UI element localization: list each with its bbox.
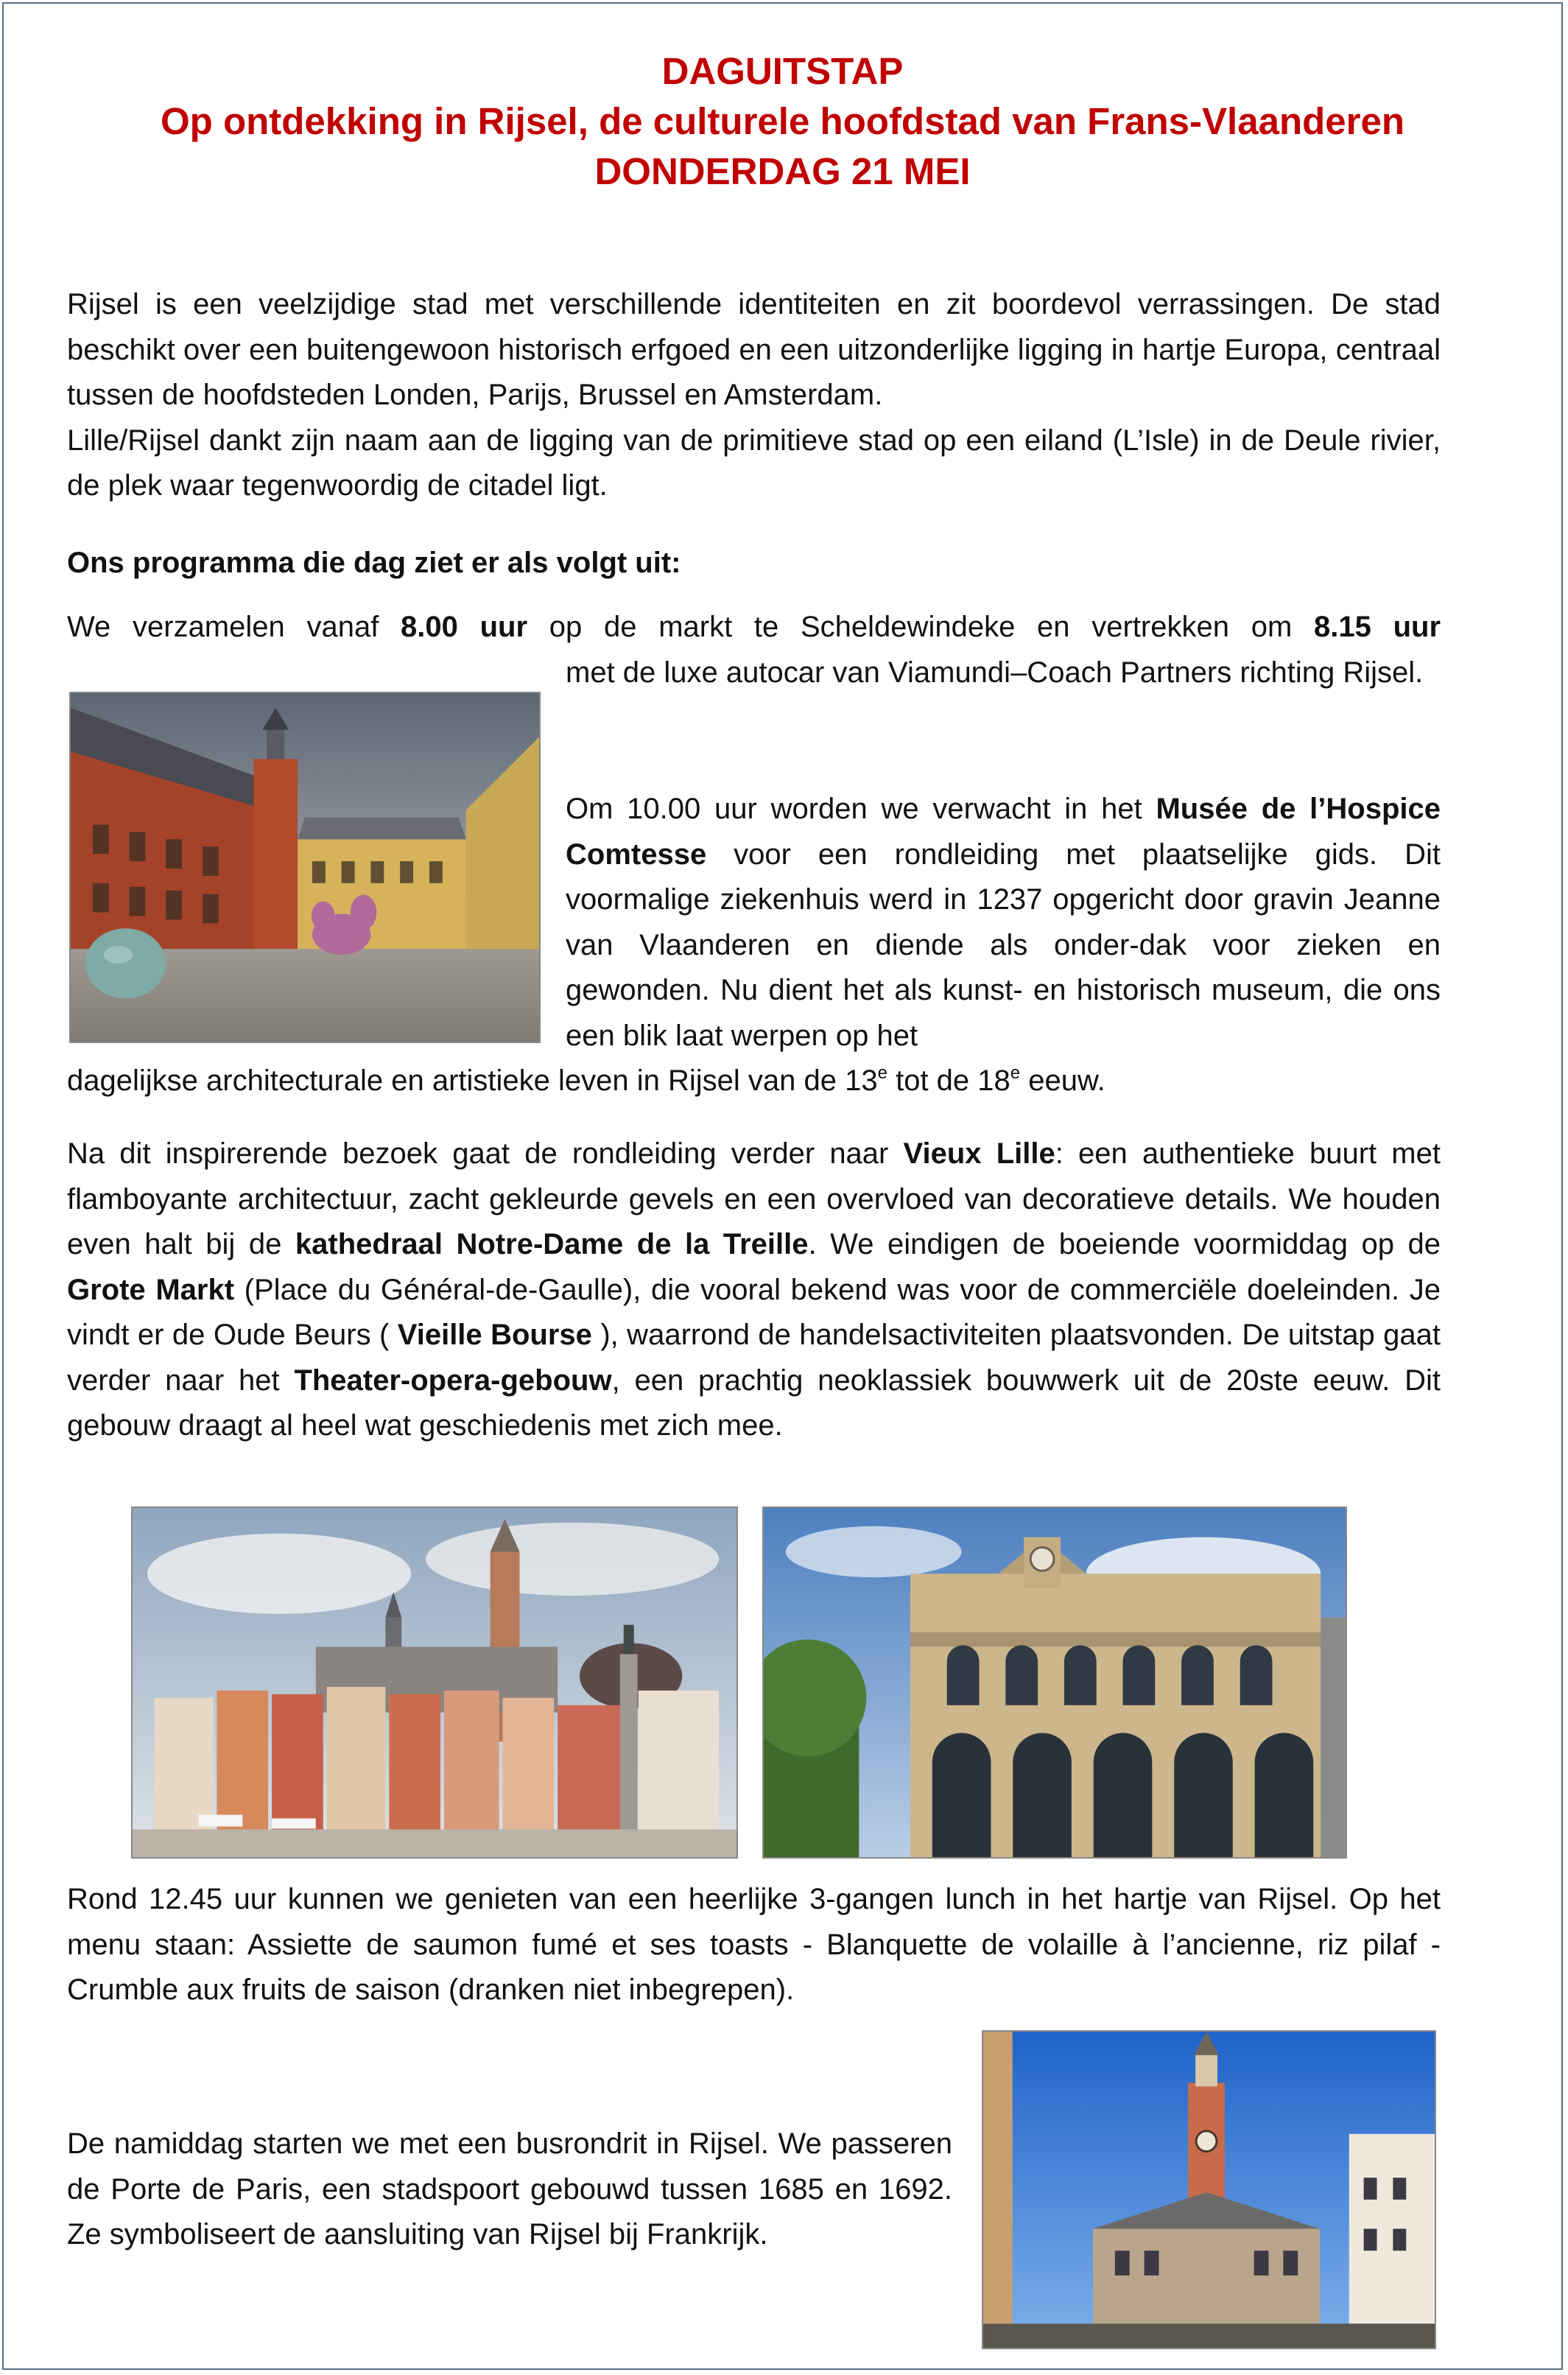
museum-text-c: dagelijkse architecturale en artistieke leven in Rijsel van de 13 [67,1064,878,1097]
tour-text-d: (Place du Général-de-Gaulle), die vooral bekend was voor de commerciële doeleinden. Je vindt er de Oude Beurs ( [67,1273,1441,1351]
tour-text-a: Na dit inspirerende bezoek gaat de rondleiding verder naar [67,1137,904,1170]
hospice-comtesse-photo [69,692,541,1043]
grand-place-photo [131,1506,738,1859]
tour-text-f: , een prachtig neoklassiek bouwwerk uit de 20ste eeuw. Dit gebouw draagt al heel wat geschiedenis met zich mee. [67,1364,1441,1442]
museum-sup-1: e [877,1063,887,1083]
title-line-2: Op ontdekking in Rijsel, de culturele hoofdstad van Frans-Vlaanderen [161,100,1404,142]
departure-time-2: 8.15 uur [1314,611,1441,643]
tour-text-e: ), waarrond de handelsactiviteiten plaatsvonden. De uitstap gaat verder naar het [67,1319,1441,1397]
tour-text-b: : een authentieke buurt met flamboyante architectuur, zacht gekleurde gevels en een overvloed van decoratieve details. We houden even halt bij de [67,1137,1441,1260]
belfry-photo [982,2030,1436,2349]
museum-paragraph-end [67,1059,1441,1104]
grand-place-illustration [133,1508,736,1857]
tour-vieux-lille: Vieux Lille [903,1137,1055,1170]
departure-text-b: op de markt te Scheldewindeke en vertrekken om [527,611,1314,643]
museum-text-b: voor een rondleiding met plaatselijke gids. Dit voormalige ziekenhuis werd in 1237 opgericht door gravin Jeanne van Vlaanderen en diende als onder-dak voor zieken en gewonden. Nu dient het als kunst- en historisch museum, die ons een blik laat werpen op het [566,838,1441,1052]
title-line-3: DONDERDAG 21 MEI [594,150,971,192]
tour-vieille-bourse: Vieille Bourse [397,1319,592,1351]
belfry-illustration [983,2032,1435,2348]
departure-line [67,605,1441,650]
departure-text-a: We verzamelen vanaf [67,611,401,643]
hospice-illustration [71,693,539,1042]
tour-theater: Theater-opera-gebouw [294,1364,612,1397]
museum-text-e: eeuw. [1020,1064,1105,1097]
program-heading: Ons programma die dag ziet er als volgt uit: [67,547,681,579]
museum-paragraph [566,787,1441,1059]
lunch-paragraph: Rond 12.45 uur kunnen we genieten van een heerlijke 3-gangen lunch in het hartje van Rijsel. Op het menu staan: Assiette de saumon fumé et ses toasts - Blanquette de volaille à l’ancienne, riz pilaf - Crumble aux fruits de saison (dranken niet inbegrepen). [67,1883,1441,2006]
tour-text-c: . We eindigen de boeiende voormiddag op de [808,1228,1441,1260]
tour-grote-markt: Grote Markt [67,1273,235,1306]
intro-paragraph-1: Rijsel is een veelzijdige stad met verschillende identiteiten en zit boordevol verrassingen. De stad beschikt over een buitengewoon historisch erfgoed en een uitzonderlijke ligging in hartje Europa, centraal tussen de hoofdsteden Londen, Parijs, Brussel en Amsterdam. [67,288,1441,411]
museum-name: Musée de l’Hospice Comtesse [566,793,1441,871]
intro-paragraph-2: Lille/Rijsel dankt zijn naam aan de ligging van de primitieve stad op een eiland (L’Isle) in de Deule rivier, de plek waar tegenwoordig de citadel ligt. [67,424,1441,502]
tour-paragraph [67,1132,1441,1449]
station-illustration [764,1508,1346,1857]
tour-kathedraal: kathedraal Notre-Dame de la Treille [295,1228,809,1260]
intro-text [67,282,1441,509]
station-photo [762,1506,1347,1859]
title-line-1: DAGUITSTAP [661,50,904,92]
afternoon-paragraph: De namiddag starten we met een busrondrit in Rijsel. We passeren de Porte de Paris, een stadspoort gebouwd tussen 1685 en 1692. Ze symboliseert de aansluiting van Rijsel bij Frankrijk. [67,2127,952,2251]
museum-text-a: Om 10.00 uur worden we verwacht in het [566,793,1156,825]
museum-text-d: tot de 18 [887,1064,1010,1097]
departure-time-1: 8.00 uur [401,611,528,643]
departure-continuation: met de luxe autocar van Viamundi–Coach Partners richting Rijsel. [566,656,1424,689]
page-frame [2,2,1563,2370]
museum-sup-2: e [1010,1063,1021,1083]
title-block [4,46,1561,197]
